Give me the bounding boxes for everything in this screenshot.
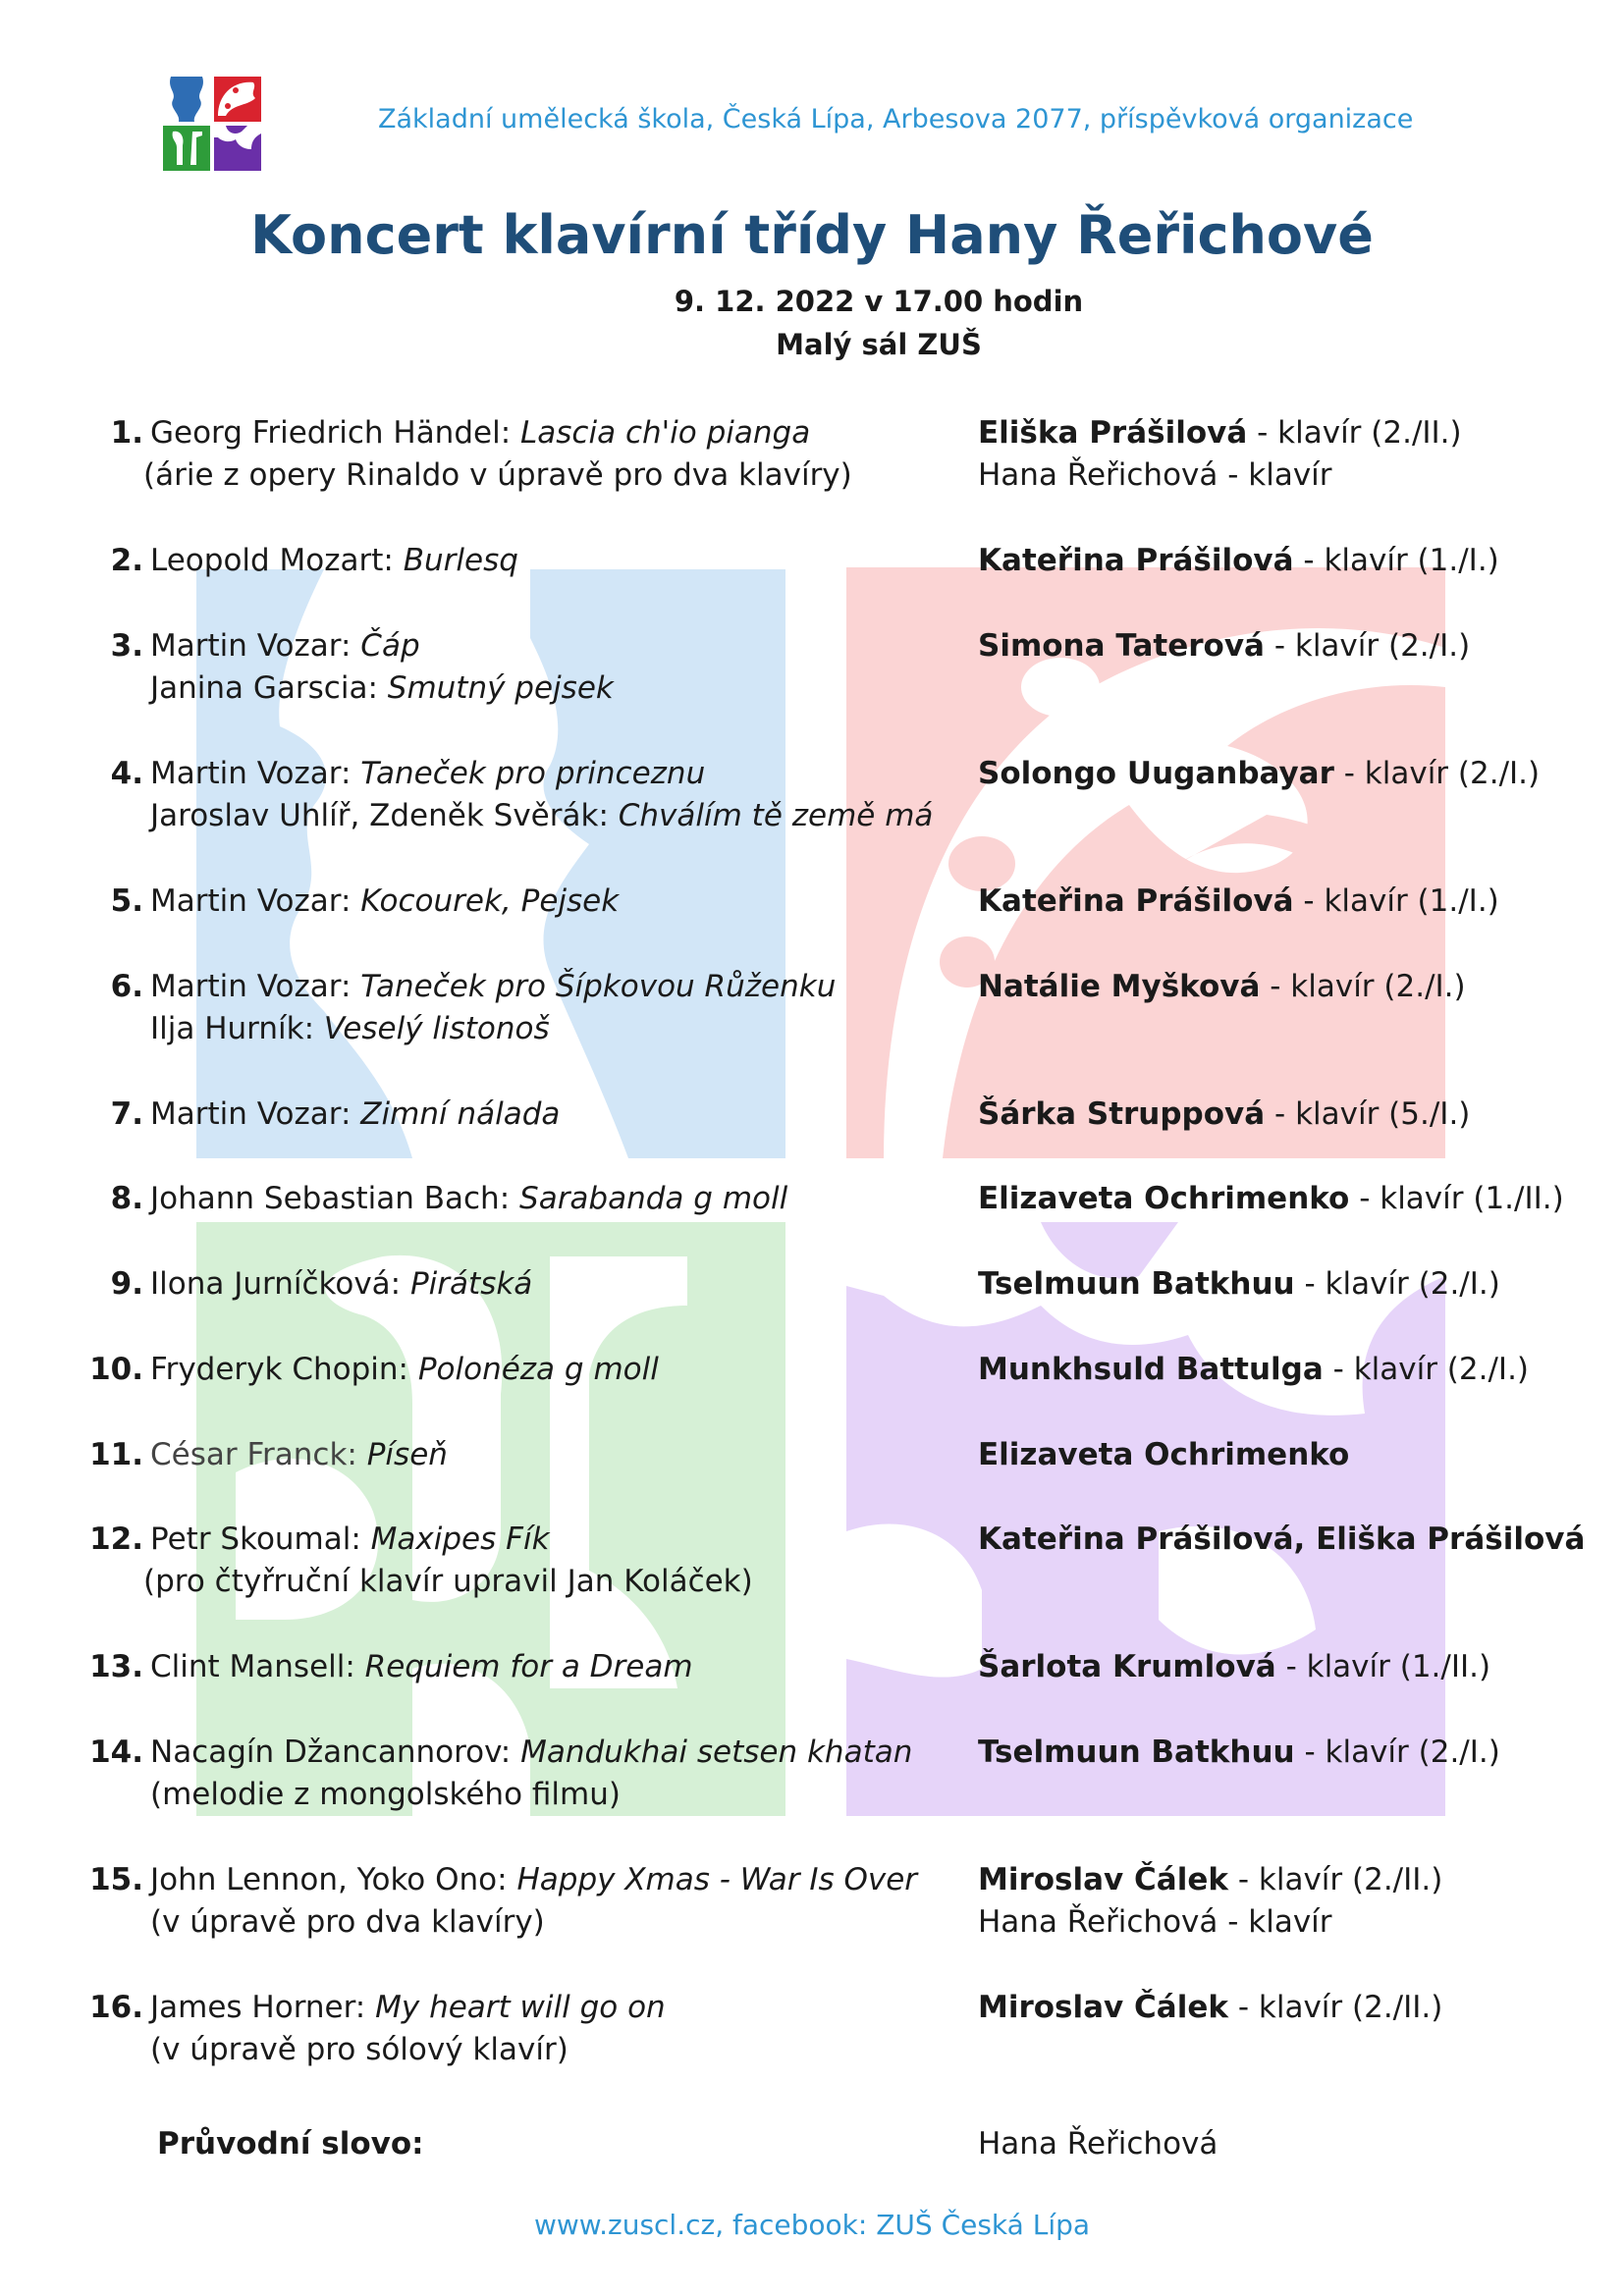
performer-instrument: - klavír (1./I.) [1293, 883, 1499, 919]
piece-note: (v úpravě pro dva klavíry) [150, 1904, 545, 1940]
performer-line [978, 966, 1466, 1008]
composer-name: Jaroslav Uhlíř, Zdeněk Svěrák: [150, 798, 609, 833]
piece-line [150, 1094, 560, 1136]
piece-title: Píseň [366, 1437, 448, 1472]
composer-name: John Lennon, Yoko Ono: [150, 1862, 508, 1897]
concert-date: 9. 12. 2022 v 17.00 hodin [674, 285, 1084, 318]
performer-name: Kateřina Prášilová [978, 883, 1294, 919]
performer-name: Kateřina Prášilová, Eliška Prášilová [978, 1522, 1586, 1557]
performer-name: Šarlota Krumlová [978, 1649, 1276, 1684]
item-number: 16. [89, 1990, 143, 2025]
item-number: 1. [110, 415, 143, 451]
performer-instrument: - klavír (2./I.) [1294, 1266, 1500, 1302]
performer-name: Elizaveta Ochrimenko [978, 1181, 1350, 1216]
item-number: 15. [89, 1862, 143, 1897]
performer-instrument: - klavír (2./I.) [1333, 756, 1541, 791]
piece-title: Burlesq [403, 543, 518, 578]
piece-line [150, 1349, 659, 1391]
performer-name: Miroslav Čálek [978, 1990, 1228, 2025]
piece-title: Mandukhai setsen khatan [520, 1735, 913, 1770]
performer-instrument: - klavír (2./I.) [1260, 969, 1466, 1004]
piece-title: Sarabanda g moll [519, 1181, 788, 1216]
performer-name: Tselmuun Batkhuu [978, 1266, 1295, 1302]
piece-title: Veselý listonoš [323, 1011, 550, 1046]
piece-line [150, 1263, 532, 1306]
piece-title: Kocourek, Pejsek [360, 883, 620, 919]
piece-title: My heart will go on [375, 1990, 666, 2025]
performer-name: Eliška Prášilová [978, 415, 1248, 451]
composer-name: Petr Skoumal: [150, 1522, 361, 1557]
piece-note: (melodie z mongolského filmu) [150, 1777, 621, 1812]
composer-name: Martin Vozar: [150, 969, 352, 1004]
composer-name: Clint Mansell: [150, 1649, 355, 1684]
piece-line [150, 966, 836, 1008]
composer-name: César Franck: [150, 1437, 357, 1472]
performer-instrument: - klavír (2./I.) [1294, 1735, 1500, 1770]
piece-line [150, 1646, 693, 1688]
performer-name: Simona Taterová [978, 628, 1265, 664]
item-number: 9. [110, 1266, 143, 1302]
piece-line [150, 412, 810, 454]
performer-line [978, 1434, 1349, 1476]
piece-line [150, 625, 420, 667]
piece-line [150, 1434, 448, 1476]
performer-instrument: - klavír (2./II.) [1228, 1862, 1443, 1897]
piece-title: Requiem for a Dream [364, 1649, 693, 1684]
performer-name: Miroslav Čálek [978, 1862, 1228, 1897]
piece-title: Taneček pro Šípkovou Růženku [360, 969, 837, 1004]
item-number: 3. [110, 628, 143, 664]
item-number: 8. [110, 1181, 143, 1216]
composer-name: James Horner: [150, 1990, 366, 2025]
item-number: 11. [89, 1437, 143, 1472]
piece-line-2 [150, 795, 933, 837]
composer-name: Leopold Mozart: [150, 543, 394, 578]
piece-title: Polonéza g moll [417, 1352, 659, 1387]
performer-line [978, 1263, 1500, 1306]
performer-line [978, 1987, 1442, 2029]
piece-title: Smutný pejsek [387, 670, 614, 706]
performer-line [978, 1094, 1470, 1136]
piece-line [150, 540, 518, 582]
composer-name: Georg Friedrich Händel: [150, 415, 512, 451]
performer-name: Šárka Struppová [978, 1096, 1266, 1132]
piece-line [150, 1859, 917, 1901]
piece-line [150, 881, 619, 923]
piece-title: Čáp [360, 628, 420, 664]
performer-instrument: - klavír (1./II.) [1275, 1649, 1491, 1684]
piece-note: (pro čtyřruční klavír upravil Jan Koláček) [143, 1564, 753, 1599]
item-number: 10. [89, 1352, 143, 1387]
performer-instrument: - klavír (1./II.) [1349, 1181, 1564, 1216]
piece-title: Pirátská [409, 1266, 533, 1302]
performer-instrument: - klavír (1./I.) [1293, 543, 1499, 578]
performer-instrument: - klavír (2./II.) [1247, 415, 1462, 451]
item-number: 6. [110, 969, 143, 1004]
performer-name: Munkhsuld Battulga [978, 1352, 1324, 1387]
composer-name: Martin Vozar: [150, 1096, 352, 1132]
piece-title: Lascia ch'io pianga [520, 415, 811, 451]
piece-line [150, 1178, 787, 1220]
item-number: 7. [110, 1096, 143, 1132]
piece-line [150, 753, 705, 795]
piece-title: Happy Xmas - War Is Over [516, 1862, 918, 1897]
performer-line [978, 1646, 1490, 1688]
closing-name: Hana Řeřichová [978, 2126, 1218, 2162]
concert-venue: Malý sál ZUŠ [776, 328, 982, 361]
composer-name: Nacagín Džancannorov: [150, 1735, 512, 1770]
accompanist: Hana Řeřichová - klavír [978, 1904, 1332, 1940]
performer-line [978, 881, 1499, 923]
performer-instrument: - klavír (2./II.) [1228, 1990, 1443, 2025]
composer-name: Janina Garscia: [150, 670, 378, 706]
composer-name: Johann Sebastian Bach: [150, 1181, 511, 1216]
composer-name: Fryderyk Chopin: [150, 1352, 408, 1387]
performer-line [978, 1349, 1529, 1391]
performer-line [978, 1732, 1500, 1774]
item-number: 14. [89, 1735, 143, 1770]
piece-line-2 [150, 1008, 550, 1050]
composer-name: Martin Vozar: [150, 883, 352, 919]
page-title: Koncert klavírní třídy Hany Řeřichové [250, 204, 1374, 266]
item-number: 2. [110, 543, 143, 578]
performer-instrument: - klavír (2./I.) [1323, 1352, 1530, 1387]
performer-name: Elizaveta Ochrimenko [978, 1437, 1350, 1472]
piece-line-2 [150, 667, 614, 710]
item-number: 13. [89, 1649, 143, 1684]
item-number: 4. [110, 756, 143, 791]
performer-name: Natálie Myšková [978, 969, 1261, 1004]
piece-title: Taneček pro princeznu [360, 756, 706, 791]
piece-note: (v úpravě pro sólový klavír) [150, 2032, 568, 2067]
composer-name: Ilona Jurníčková: [150, 1266, 402, 1302]
item-number: 5. [110, 883, 143, 919]
piece-title: Zimní nálada [360, 1096, 561, 1132]
school-logo [163, 77, 261, 171]
footer-links: www.zuscl.cz, facebook: ZUŠ Česká Lípa [533, 2209, 1091, 2241]
composer-name: Martin Vozar: [150, 628, 352, 664]
performer-instrument: - klavír (2./I.) [1264, 628, 1471, 664]
performer-name: Tselmuun Batkhuu [978, 1735, 1295, 1770]
composer-name: Martin Vozar: [150, 756, 352, 791]
piece-line [150, 1732, 912, 1774]
performer-line [978, 1519, 1585, 1561]
performer-line [978, 1859, 1442, 1901]
piece-title: Chválím tě země má [618, 798, 934, 833]
performer-line [978, 753, 1540, 795]
performer-line [978, 1178, 1564, 1220]
performer-instrument: - klavír (5./I.) [1265, 1096, 1471, 1132]
item-number: 12. [89, 1522, 143, 1557]
performer-name: Kateřina Prášilová [978, 543, 1294, 578]
accompanist: Hana Řeřichová - klavír [978, 457, 1332, 493]
performer-line [978, 625, 1470, 667]
performer-line [978, 412, 1462, 454]
piece-title: Maxipes Fík [370, 1522, 550, 1557]
piece-line [150, 1987, 666, 2029]
performer-name: Solongo Uuganbayar [978, 756, 1334, 791]
piece-note: (árie z opery Rinaldo v úpravě pro dva klavíry) [143, 457, 852, 493]
piece-line [150, 1519, 550, 1561]
school-name: Základní umělecká škola, Česká Lípa, Arbesova 2077, příspěvková organizace [378, 104, 1414, 134]
performer-line [978, 540, 1499, 582]
closing-label: Průvodní slovo: [157, 2126, 424, 2162]
composer-name: Ilja Hurník: [150, 1011, 315, 1046]
